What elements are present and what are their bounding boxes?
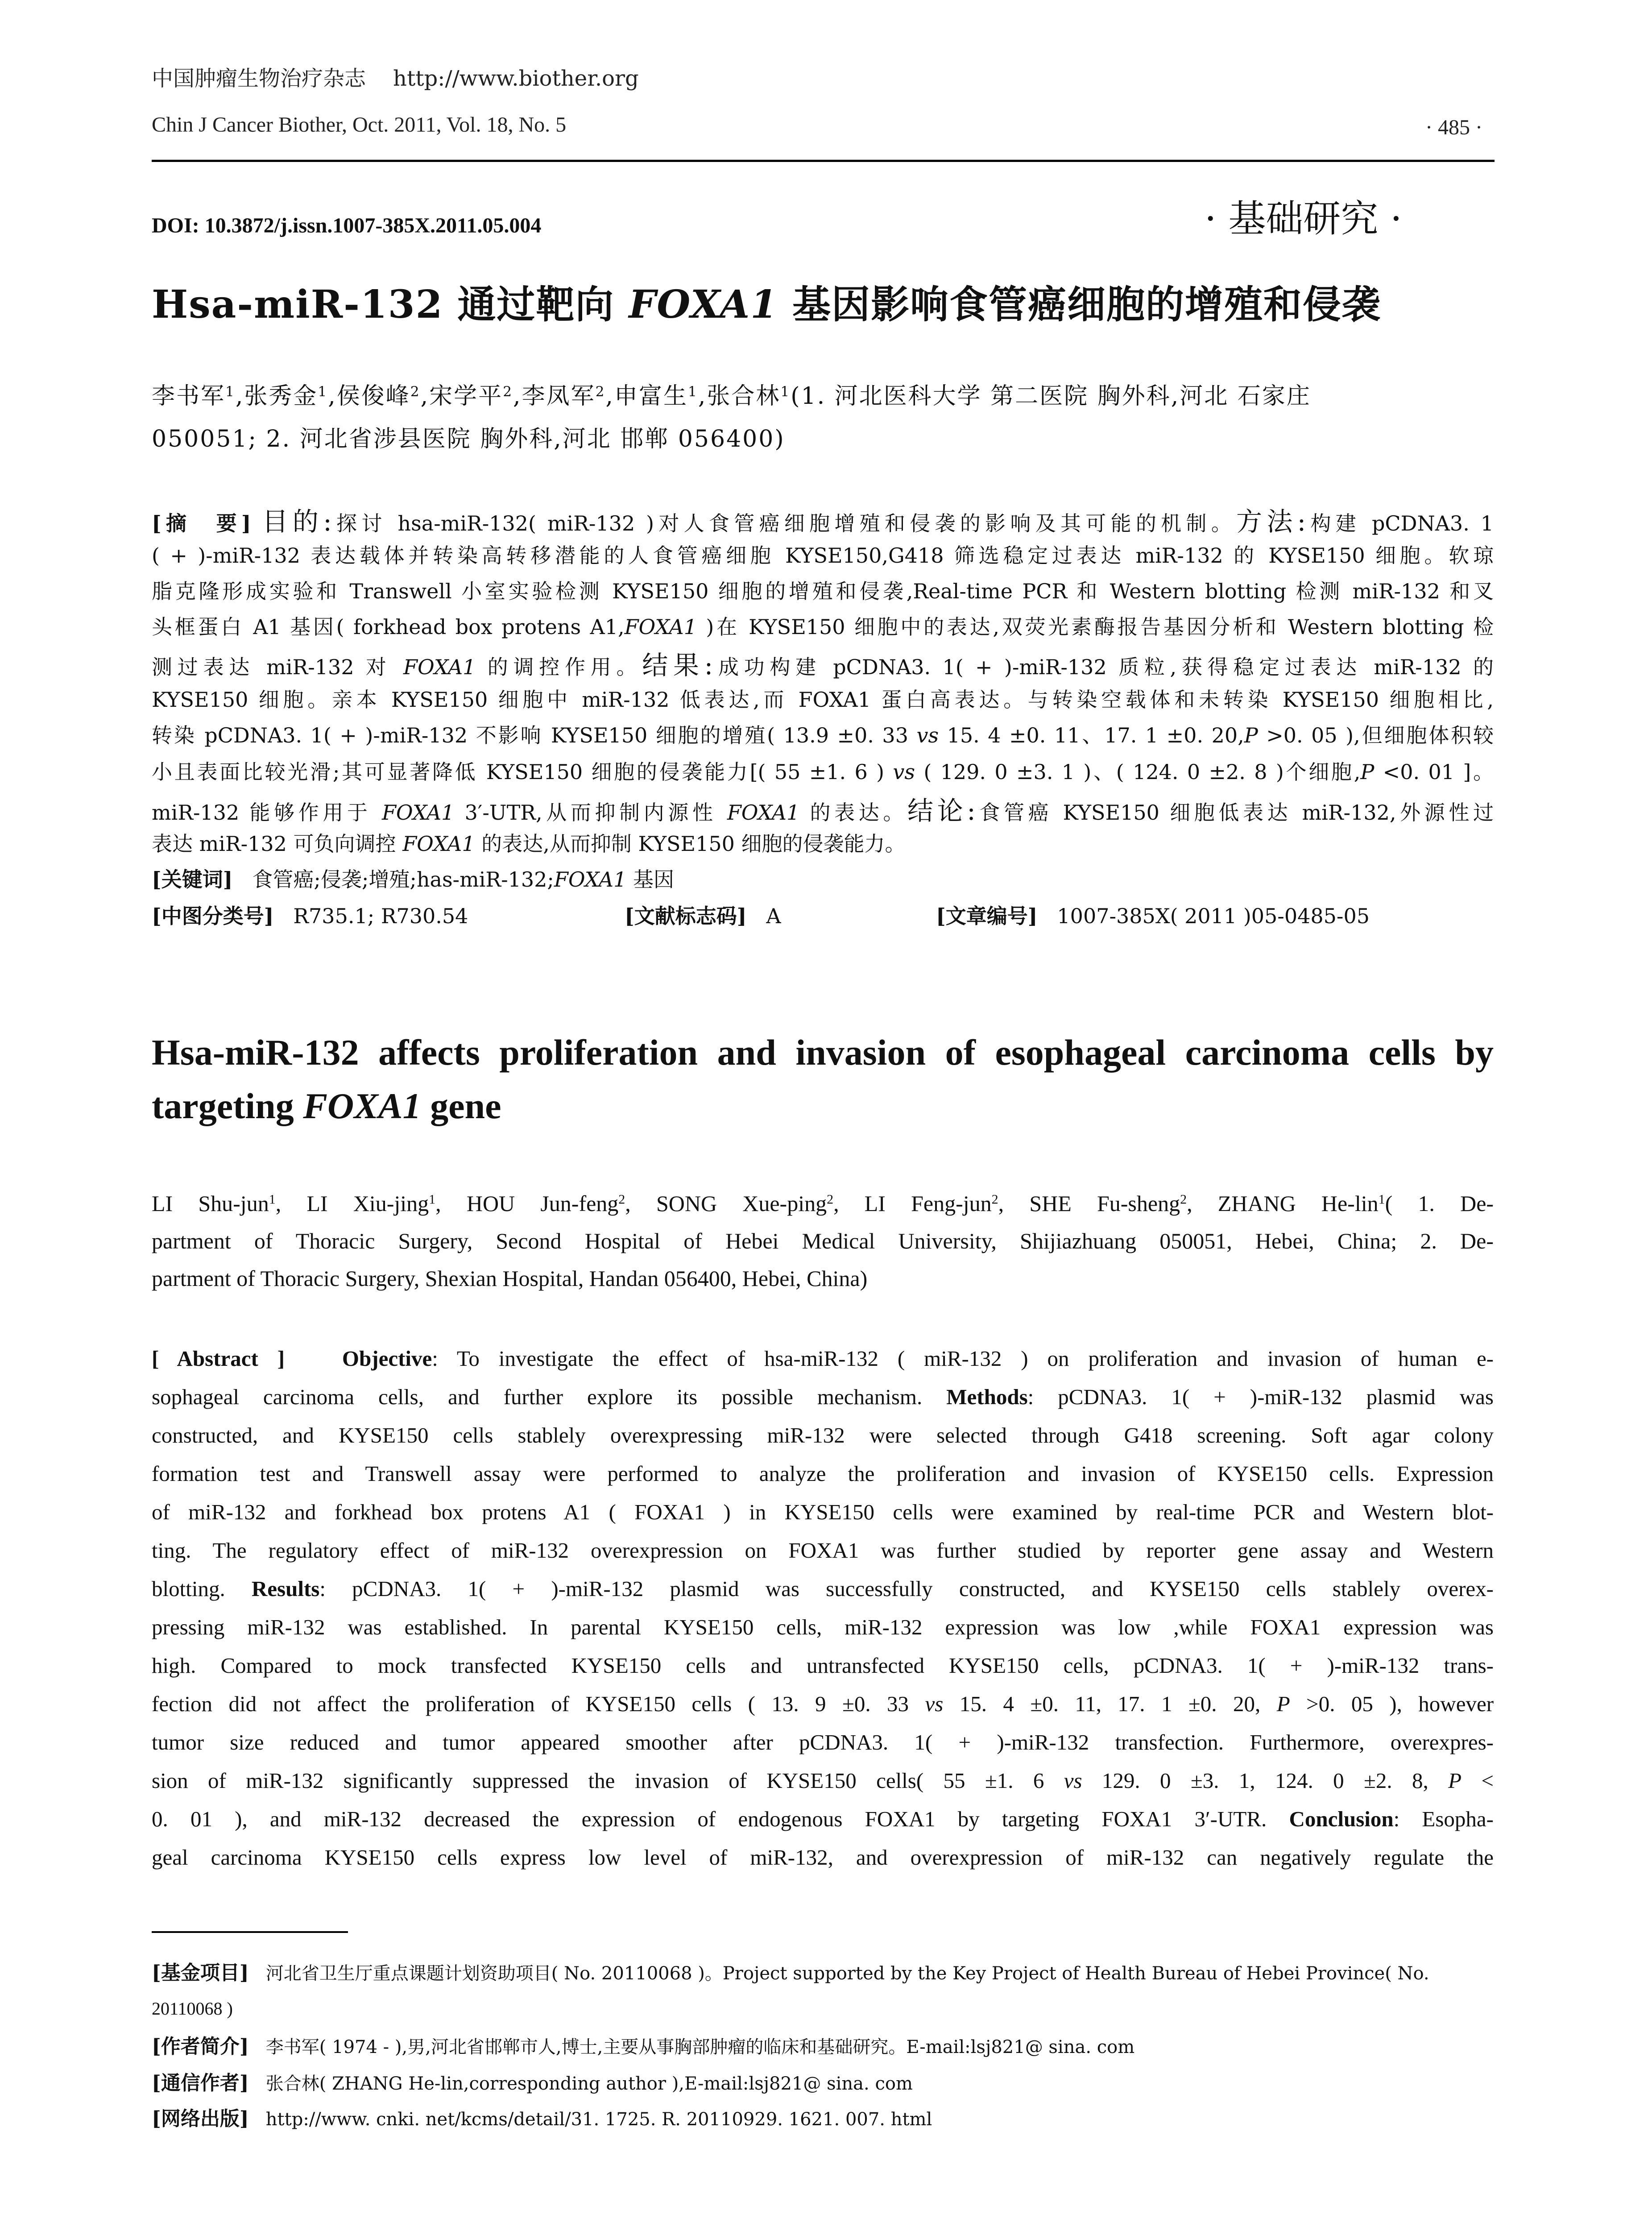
en-abstract-text: : pCDNA3. 1( + )-miR-132 plasmid was successfully constructed, and KYSE150 cells stablely overex-: [319, 1576, 1494, 1601]
cn-results-heading: 结果:: [642, 650, 713, 680]
article-no-row: [936, 906, 1370, 926]
cn-keywords: [152, 869, 1494, 890]
cn-abstract-text: 的表达。: [799, 800, 907, 825]
fund-text: 河北省卫生厅重点课题计划资助项目( No. 20110068 )。Project supported by the Key Project of Health Bureau of Hebei Province( No.: [265, 1963, 1429, 1984]
keywords-label: [关键词]: [152, 867, 233, 892]
en-title-part: gene: [421, 1086, 501, 1126]
doc-code-label: [文献标志码]: [625, 904, 747, 928]
p-italic: P: [1360, 760, 1375, 784]
doi[interactable]: DOI: 10.3872/j.issn.1007-385X.2011.05.004: [152, 214, 542, 237]
en-abstract-text: <: [1462, 1768, 1494, 1793]
en-abstract-line: [152, 1348, 1494, 1369]
en-affiliation: ( 1. De-: [1385, 1191, 1494, 1216]
journal-citation: Chin J Cancer Biother, Oct. 2011, Vol. 18, No. 5: [152, 113, 567, 137]
en-affiliation-line2: partment of Thoracic Surgery, Second Hospital of Hebei Medical University, Shijiazhuang 050051, Hebei, China; 2. De-: [152, 1228, 1494, 1253]
cn-abstract-text: 转染 pCDNA3. 1( + )-miR-132 不影响 KYSE150 细胞的增殖( 13.9 ±0. 33: [152, 723, 917, 747]
fund-label: [基金项目]: [152, 1961, 249, 1984]
footnote-author-bio: [152, 2037, 1134, 2057]
cn-abstract-line: [152, 506, 1494, 537]
en-abstract-text: pressing miR-132 was established. In parental KYSE150 cells, miR-132 expression was low ,while FOXA1 expression was: [152, 1615, 1494, 1639]
en-abstract-line: [152, 1693, 1494, 1715]
en-section-heading: Conclusion: [1289, 1807, 1394, 1831]
en-abstract-line: [152, 1731, 1494, 1753]
author: ZHANG He-lin$^1$: [1217, 1191, 1385, 1216]
gene-name: FOXA1: [403, 655, 476, 679]
corr-text[interactable]: 张合林( ZHANG He-lin,corresponding author ),E-mail:lsj821@ sina. com: [265, 2073, 913, 2094]
gene-name: FOXA1: [402, 832, 475, 856]
p-italic: P: [1244, 723, 1258, 747]
cn-abstract-line: [152, 798, 1494, 824]
en-title-line1: Hsa-miR-132 affects proliferation and invasion of esophageal carcinoma cells by: [152, 1032, 1494, 1073]
cn-abstract-text: ( 129. 0 ±3. 1 )、( 124. 0 ±2. 8 )个细胞,: [915, 760, 1361, 784]
cn-affiliation-line2: 050051; 2. 河北省涉县医院 胸外科,河北 邯郸 056400): [152, 426, 785, 452]
p-italic: P: [1276, 1692, 1290, 1716]
en-author-list: LI Shu-jun$^1$, LI Xiu-jing$^1$, HOU Jun-feng$^2$, SONG Xue-ping$^2$, LI Feng-jun$^2$, SHE Fu-sheng$^2$, ZHANG He-lin$^1$: [152, 1191, 1385, 1216]
cn-abstract-line: ( + )-miR-132 表达载体并转染高转移潜能的人食管癌细胞 KYSE150,G418 筛选稳定过表达 miR-132 的 KYSE150 细胞。软琼: [152, 543, 1494, 568]
clc-row: [152, 906, 468, 926]
author: 宋学平$^2$: [429, 383, 513, 410]
affiliation-marker: 2: [1180, 1192, 1187, 1207]
cn-author-list: 李书军$^1$,张秀金$^1$,侯俊峰$^2$,宋学平$^2$,李凤军$^2$,申富生$^1$,张合林$^1$: [152, 383, 791, 410]
author: SONG Xue-ping$^2$: [656, 1191, 834, 1216]
en-abstract-text: 129. 0 ±3. 1, 124. 0 ±2. 8,: [1082, 1768, 1449, 1793]
en-abstract-text: : To investigate the effect of hsa-miR-132 ( miR-132 ) on proliferation and invasion of human e-: [432, 1346, 1494, 1371]
en-abstract-line: [152, 1770, 1494, 1791]
en-objective-heading: Objective: [342, 1346, 432, 1371]
footnote-corresponding: [152, 2073, 913, 2093]
vs-italic: vs: [1064, 1768, 1082, 1793]
cn-methods-heading: 方法:: [1236, 506, 1306, 537]
en-abstract-text: high. Compared to mock transfected KYSE150 cells and untransfected KYSE150 cells, pCDNA3. 1( + )-miR-132 trans-: [152, 1653, 1494, 1678]
affiliation-marker: 2: [991, 1192, 998, 1207]
article-no-label: [文章编号]: [936, 904, 1038, 928]
en-abstract-line: [152, 1463, 1494, 1485]
cn-abstract-text: 的表达,从而抑制 KYSE150 细胞的侵袭能力。: [475, 832, 906, 856]
online-url[interactable]: http://www. cnki. net/kcms/detail/31. 1725. R. 20110929. 1621. 007. html: [265, 2109, 932, 2130]
author: SHE Fu-sheng$^2$: [1029, 1191, 1187, 1216]
bio-text: 李书军( 1974 - ),男,河北省邯郸市人,博士,主要从事胸部肿瘤的临床和基础研究。E-mail:lsj821@ sina. com: [265, 2037, 1135, 2057]
cn-abstract-text: 食管癌 KYSE150 细胞低表达 miR-132,外源性过: [975, 800, 1494, 825]
en-title-line2: [152, 1088, 1494, 1124]
bio-label: [作者简介]: [152, 2035, 249, 2058]
en-abstract-label: [ Abstract ]: [152, 1346, 285, 1371]
p-italic: P: [1448, 1768, 1462, 1793]
author: 李凤军$^2$: [522, 383, 606, 410]
en-abstract-text: ting. The regulatory effect of miR-132 overexpression on FOXA1 was further studied by reporter gene assay and Western: [152, 1538, 1494, 1563]
en-authors: [152, 1192, 1494, 1215]
cn-abstract-text: 头框蛋白 A1 基因( forkhead box protens A1,: [152, 615, 625, 639]
online-label: [网络出版]: [152, 2107, 249, 2130]
en-abstract-text: of miR-132 and forkhead box protens A1 ( FOXA1 ) in KYSE150 cells were examined by real-time PCR and Western blot-: [152, 1500, 1494, 1524]
cn-abstract-text: >0. 05 ),但细胞体积较: [1258, 723, 1494, 747]
en-abstract-text: : pCDNA3. 1( + )-miR-132 plasmid was: [1027, 1385, 1494, 1409]
en-abstract-text: 0. 01 ), and miR-132 decreased the expression of endogenous FOXA1 by targeting FOXA1 3′-UTR.: [152, 1807, 1289, 1831]
en-abstract-text: constructed, and KYSE150 cells stablely overexpressing miR-132 were selected through G418 screening. Soft agar colony: [152, 1423, 1494, 1447]
affiliation-marker: 1: [269, 1192, 276, 1207]
affiliation-marker: 1: [318, 383, 328, 400]
en-abstract-line: [152, 1424, 1494, 1446]
en-title-part: targeting: [152, 1086, 303, 1126]
en-abstract-text: geal carcinoma KYSE150 cells express low level of miR-132, and overexpression of miR-132 can negatively regulate the: [152, 1845, 1494, 1870]
cn-abstract-label: [摘 要]: [152, 511, 251, 535]
author: LI Feng-jun$^2$: [864, 1191, 998, 1216]
author: LI Shu-jun$^1$: [152, 1191, 276, 1216]
cn-objective-heading: 目的:: [262, 506, 332, 537]
cn-conclusion-heading: 结论:: [907, 796, 976, 826]
cn-abstract-line: [152, 725, 1494, 746]
affiliation-marker: 2: [618, 1192, 625, 1207]
author: HOU Jun-feng$^2$: [466, 1191, 625, 1216]
cn-abstract-text: 构建 pCDNA3. 1: [1306, 511, 1494, 535]
cn-affiliation: (1. 河北医科大学 第二医院 胸外科,河北 石家庄: [791, 383, 1311, 410]
en-abstract-text: blotting.: [152, 1576, 252, 1601]
header-rule: [152, 160, 1495, 162]
author: 侯俊峰$^2$: [336, 383, 421, 410]
cn-title-gene: FOXA1: [629, 282, 778, 327]
cn-title-part: Hsa-miR-132 通过靶向: [152, 282, 629, 327]
en-abstract-line: [152, 1578, 1494, 1600]
en-title-gene: FOXA1: [303, 1086, 421, 1126]
article-no-value: 1007-385X( 2011 )05-0485-05: [1057, 904, 1370, 928]
cn-abstract-text: 成功构建 pCDNA3. 1( + )-miR-132 质粒,获得稳定过表达 miR-132 的: [713, 655, 1494, 679]
en-abstract-text: : Esopha-: [1393, 1807, 1494, 1831]
gene-name: FOXA1: [727, 800, 800, 825]
affiliation-marker: 1: [780, 383, 791, 400]
en-abstract-text: formation test and Transwell assay were performed to analyze the proliferation and invasion of KYSE150 cells. Expression: [152, 1461, 1494, 1486]
en-abstract-text: 15. 4 ±0. 11, 17. 1 ±0. 20,: [943, 1692, 1277, 1716]
affiliation-marker: 2: [827, 1192, 834, 1207]
gene-name: FOXA1: [554, 867, 627, 892]
vs-italic: vs: [925, 1692, 944, 1716]
en-section-heading: Methods: [946, 1385, 1028, 1409]
vs-italic: vs: [916, 723, 939, 747]
clc-value: R735.1; R730.54: [293, 904, 468, 928]
section-tag: · 基础研究 ·: [1205, 197, 1402, 241]
cn-abstract-line: KYSE150 细胞。亲本 KYSE150 细胞中 miR-132 低表达,而 FOXA1 蛋白高表达。与转染空载体和未转染 KYSE150 细胞相比,: [152, 688, 1494, 712]
author: LI Xiu-jing$^1$: [306, 1191, 436, 1216]
footnote-fund-cont: 20110068 ): [152, 1999, 233, 2019]
cn-abstract-text: miR-132 能够作用于: [152, 800, 382, 825]
gene-name: FOXA1: [624, 615, 697, 639]
cn-title: [152, 282, 1381, 327]
clc-label: [中图分类号]: [152, 904, 274, 928]
en-abstract-text: sion of miR-132 significantly suppressed the invasion of KYSE150 cells( 55 ±1. 6: [152, 1768, 1064, 1793]
corr-label: [通信作者]: [152, 2072, 249, 2094]
footnote-fund: [152, 1963, 1429, 1983]
cn-abstract-text: 表达 miR-132 可负向调控: [152, 832, 403, 856]
en-abstract-line: [152, 1501, 1494, 1523]
journal-url[interactable]: http://www.biother.org: [393, 66, 639, 91]
en-abstract-text: sophageal carcinoma cells, and further explore its possible mechanism.: [152, 1385, 947, 1409]
footnote-rule: [152, 1931, 348, 1933]
vs-italic: vs: [893, 760, 915, 784]
en-abstract-line: [152, 1386, 1494, 1408]
doc-code-row: [625, 906, 781, 926]
cn-abstract-line: [152, 617, 1494, 637]
cn-abstract-line: 脂克隆形成实验和 Transwell 小室实验检测 KYSE150 细胞的增殖和侵袭,Real-time PCR 和 Western blotting 检测 miR-132 和叉: [152, 579, 1494, 603]
cn-abstract-text: )在 KYSE150 细胞中的表达,双荧光素酶报告基因分析和 Western blotting 检: [697, 615, 1494, 639]
en-abstract-line: [152, 1808, 1494, 1830]
author: 张秀金$^1$: [244, 383, 328, 410]
en-abstract-line: [152, 1616, 1494, 1638]
en-abstract-text: >0. 05 ), however: [1290, 1692, 1494, 1716]
affiliation-marker: 1: [687, 383, 698, 400]
gene-name: FOXA1: [381, 800, 455, 825]
en-section-heading: Results: [251, 1576, 320, 1601]
cn-authors: [152, 385, 1311, 408]
cn-abstract-text: <0. 01 ]。: [1374, 760, 1494, 784]
footnote-online: [152, 2109, 932, 2129]
affiliation-marker: 1: [1378, 1192, 1385, 1207]
cn-abstract-text: 探讨 hsa-miR-132( miR-132 )对人食管癌细胞增殖和侵袭的影响及其可能的机制。: [331, 511, 1237, 535]
doc-code-value: A: [766, 904, 781, 928]
cn-abstract-text: 的调控作用。: [476, 655, 642, 679]
author: 张合林$^1$: [707, 383, 791, 410]
author: 李书军$^1$: [152, 383, 236, 410]
affiliation-marker: 2: [503, 383, 513, 400]
en-affiliation-line3: partment of Thoracic Surgery, Shexian Hospital, Handan 056400, Hebei, China): [152, 1266, 868, 1291]
en-abstract-line: [152, 1655, 1494, 1676]
page-number: · 485 ·: [1425, 116, 1482, 139]
affiliation-marker: 2: [595, 383, 606, 400]
cn-abstract-line: [152, 652, 1494, 678]
en-abstract-text: tumor size reduced and tumor appeared smoother after pCDNA3. 1( + )-miR-132 transfection. Furthermore, overexpres-: [152, 1730, 1494, 1754]
affiliation-marker: 1: [429, 1192, 436, 1207]
cn-abstract-text: 3′-UTR,从而抑制内源性: [454, 800, 727, 825]
cn-abstract-line: [152, 834, 1494, 854]
affiliation-marker: 2: [410, 383, 421, 400]
running-header-line1: [152, 68, 639, 89]
keywords-text: 食管癌;侵袭;增殖;has-miR-132;: [252, 867, 554, 892]
cn-abstract-text: 测过表达 miR-132 对: [152, 655, 404, 679]
affiliation-marker: 1: [225, 383, 236, 400]
en-abstract-text: fection did not affect the proliferation of KYSE150 cells ( 13. 9 ±0. 33: [152, 1692, 925, 1716]
cn-abstract-text: 小且表面比较光滑;其可显著降低 KYSE150 细胞的侵袭能力[( 55 ±1. 6 ): [152, 760, 893, 784]
author: 申富生$^1$: [614, 383, 698, 410]
keywords-text: 基因: [626, 867, 674, 892]
cn-title-part: 基因影响食管癌细胞的增殖和侵袭: [778, 282, 1381, 327]
cn-abstract-text: 15. 4 ±0. 11、17. 1 ±0. 20,: [939, 723, 1244, 747]
journal-name-cn: 中国肿瘤生物治疗杂志: [152, 66, 366, 91]
en-abstract-line: [152, 1539, 1494, 1561]
cn-abstract-line: [152, 762, 1494, 782]
en-abstract-line: [152, 1846, 1494, 1868]
